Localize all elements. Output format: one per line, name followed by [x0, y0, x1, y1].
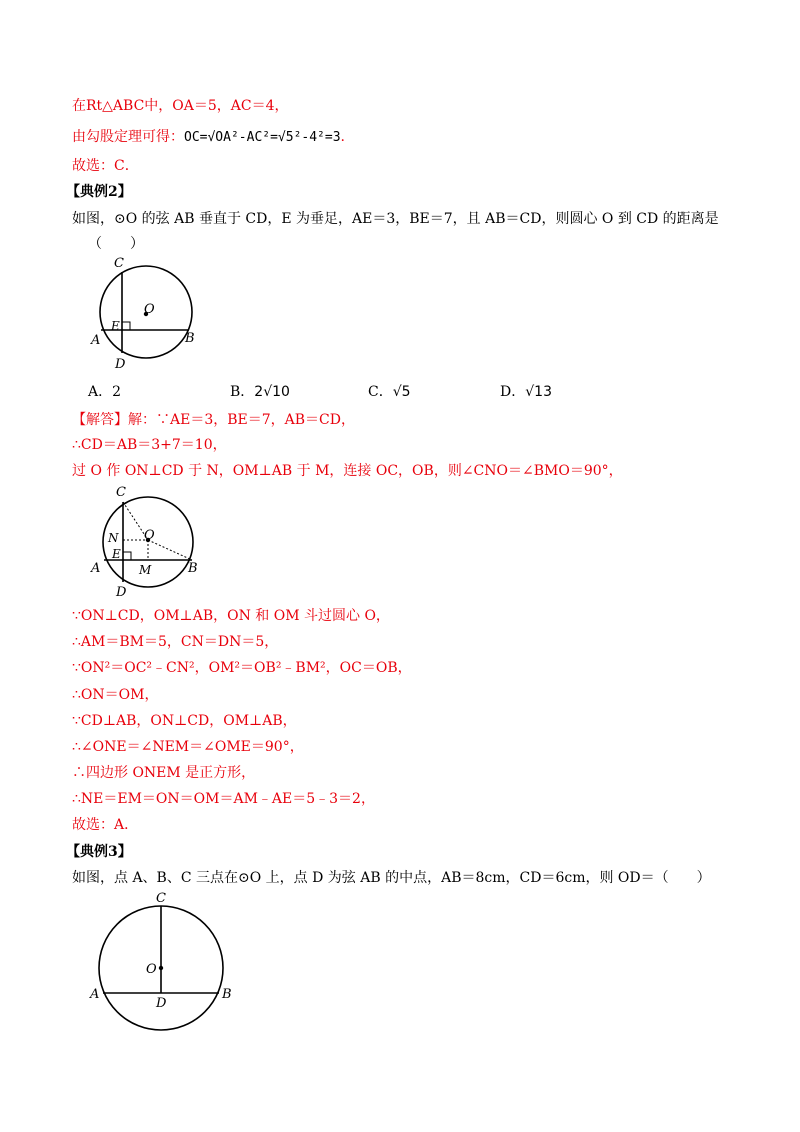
fig2-label-b: B	[188, 561, 198, 576]
fig1-label-b: B	[185, 331, 195, 346]
fig2-label-d: D	[116, 585, 127, 600]
option-c: C．√5	[368, 384, 411, 400]
fig1-label-o: O	[144, 302, 155, 317]
solution-figure	[86, 482, 216, 604]
solution-line-2: ∴CD＝AB＝3+7＝10，	[72, 437, 227, 453]
example3-question: 如图，点 A、B、C 三点在⊙O 上，点 D 为弦 AB 的中点，AB＝8cm，CD＝6cm，则 OD＝（ ）	[72, 870, 711, 886]
fig2-label-e: E	[112, 547, 121, 561]
example2-figure	[86, 250, 216, 375]
fig2-label-c: C	[116, 485, 126, 500]
option-d: D．√13	[500, 384, 552, 400]
example2-question: 如图，⊙O 的弦 AB 垂直于 CD，E 为垂足，AE＝3，BE＝7，且 AB＝CD，则圆心 O 到 CD 的距离是	[72, 211, 719, 227]
solution-line-1: 【解答】解：∵AE＝3，BE＝7，AB＝CD，	[72, 412, 355, 428]
solution-line-3: 过 O 作 ON⊥CD 于 N，OM⊥AB 于 M，连接 OC，OB，则∠CNO＝∠BMO＝90°，	[72, 463, 623, 479]
fig1-label-e: E	[111, 319, 120, 333]
fig3-label-a: A	[90, 987, 100, 1002]
fig3-label-b: B	[222, 987, 232, 1002]
prev-answer: 故选：C．	[72, 158, 139, 174]
fig1-label-c: C	[114, 256, 124, 271]
example2-answer-paren: （ ）	[88, 236, 144, 252]
option-a: A．2	[88, 384, 122, 400]
pythagoras-prefix: 由勾股定理可得：	[72, 129, 184, 145]
solution-line-6: ∵ON²＝OC²﹣CN²，OM²＝OB²﹣BM²，OC＝OB，	[72, 660, 412, 676]
fig2-label-a: A	[91, 561, 101, 576]
solution-line-9: ∴∠ONE＝∠NEM＝∠OME＝90°，	[72, 739, 304, 755]
pythagoras-line: 由勾股定理可得：OC=√OA²-AC²=√5²-4²=3.	[72, 129, 345, 145]
pythagoras-formula: OC=√OA²-AC²=√5²-4²=3	[184, 130, 341, 145]
solution-line-8: ∵CD⊥AB，ON⊥CD，OM⊥AB，	[72, 713, 297, 729]
example2-header: 【典例2】	[66, 184, 132, 200]
fig1-label-d: D	[115, 357, 126, 372]
solution-line-4: ∵ON⊥CD，OM⊥AB，ON 和 OM 斗过圆心 O，	[72, 608, 390, 624]
fig3-label-d: D	[156, 996, 167, 1011]
solution-line-7: ∴ON＝OM，	[72, 687, 159, 703]
solution-line-11: ∴NE＝EM＝ON＝OM＝AM﹣AE＝5﹣3＝2，	[72, 791, 375, 807]
fig1-label-a: A	[91, 333, 101, 348]
fig3-label-c: C	[156, 891, 166, 906]
rt-line: 在Rt△ABC中，OA＝5，AC＝4，	[72, 98, 289, 114]
solution-answer: 故选：A．	[72, 817, 139, 833]
example3-figure	[86, 890, 246, 1040]
fig2-label-n: N	[108, 531, 119, 545]
example3-header: 【典例3】	[66, 844, 132, 860]
fig2-label-o: O	[144, 528, 155, 543]
option-b: B．2√10	[230, 384, 290, 400]
fig3-label-o: O	[146, 962, 157, 977]
solution-line-10: ∴四边形 ONEM 是正方形，	[72, 765, 256, 781]
solution-line-5: ∴AM＝BM＝5，CN＝DN＝5，	[72, 634, 279, 650]
fig2-label-m: M	[139, 563, 152, 577]
